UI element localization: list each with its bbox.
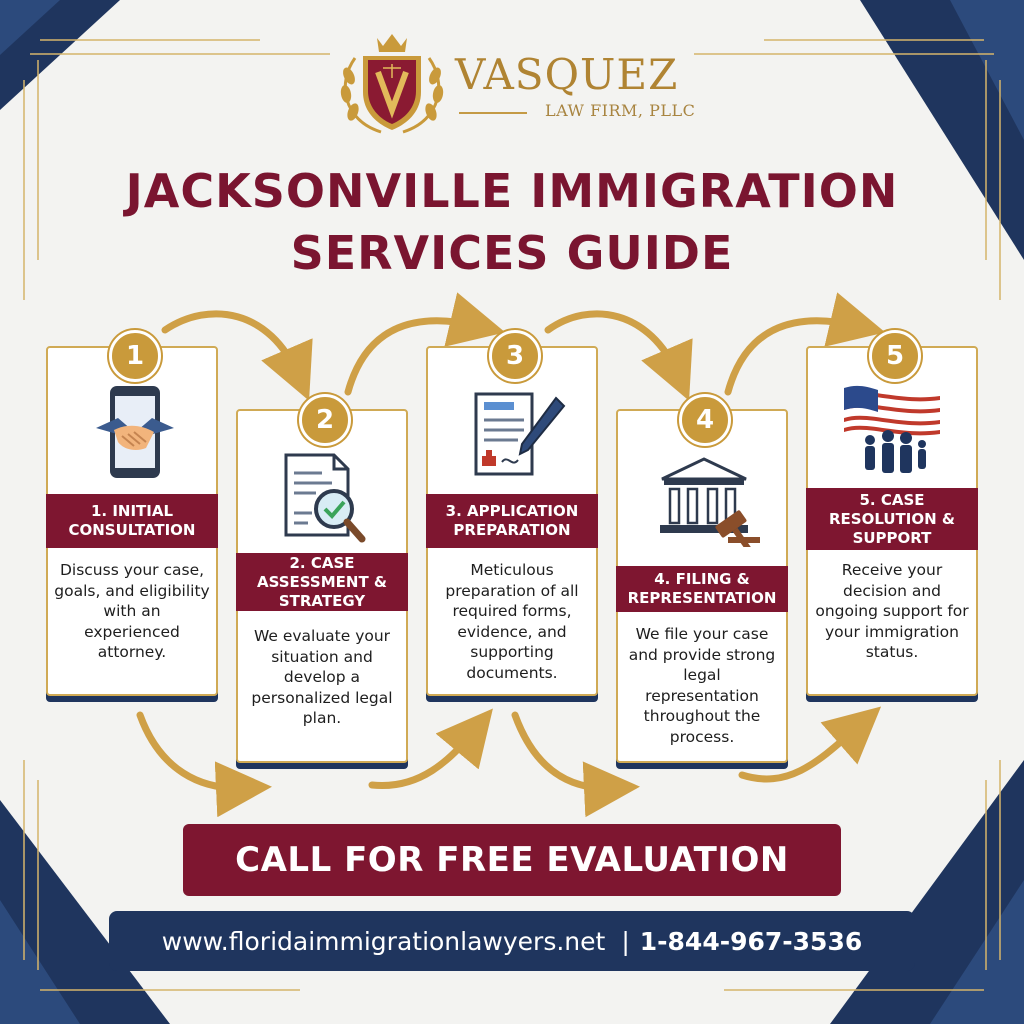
step-1-number-badge: 1 <box>109 330 161 382</box>
contact-bar <box>109 911 915 971</box>
step-5-title: 5. CASE RESOLUTION & SUPPORT <box>806 488 978 550</box>
step-1-description: Discuss your case, goals, and eligibility with an experienced attorney. <box>54 561 210 661</box>
contact-separator: | <box>621 926 630 956</box>
step-5-number-badge: 5 <box>869 330 921 382</box>
page-title-line-2: SERVICES GUIDE <box>290 226 734 280</box>
page-title-line-1: JACKSONVILLE IMMIGRATION <box>125 164 899 218</box>
step-2-title: 2. CASE ASSESSMENT & STRATEGY <box>236 553 408 611</box>
courthouse-gavel-icon <box>618 451 786 547</box>
website-link[interactable]: www.floridaimmigrationlawyers.net <box>161 926 606 956</box>
brand-divider <box>459 112 527 114</box>
step-3-description: Meticulous preparation of all required forms, evidence, and supporting documents. <box>445 561 579 682</box>
free-evaluation-cta-button[interactable]: CALL FOR FREE EVALUATION <box>183 824 841 896</box>
step-3-title: 3. APPLICATION PREPARATION <box>426 494 598 548</box>
step-2-number-badge: 2 <box>299 394 351 446</box>
step-4-description: We file your case and provide strong legal representation throughout the process. <box>628 625 776 746</box>
flag-family-icon <box>808 382 976 482</box>
brand-wordmark <box>455 50 696 120</box>
step-card-5 <box>806 346 978 696</box>
step-1-title: 1. INITIAL CONSULTATION <box>46 494 218 548</box>
law-firm-crest-logo <box>333 28 451 140</box>
step-card-1 <box>46 346 218 696</box>
step-card-3 <box>426 346 598 696</box>
handshake-phone-icon <box>48 384 216 484</box>
step-4-title: 4. FILING & REPRESENTATION <box>616 566 788 612</box>
form-pen-icon <box>428 388 596 484</box>
phone-number-link[interactable]: 1-844-967-3536 <box>639 926 863 956</box>
step-2-description: We evaluate your situation and develop a personalized legal plan. <box>251 627 393 727</box>
step-3-number-badge: 3 <box>489 330 541 382</box>
step-4-number-badge: 4 <box>679 394 731 446</box>
brand-subtitle: LAW FIRM, PLLC <box>545 101 696 120</box>
step-card-2 <box>236 409 408 763</box>
step-card-4 <box>616 409 788 763</box>
brand-name: VASQUEZ <box>455 50 679 99</box>
step-5-description: Receive your decision and ongoing support for your immigration status. <box>815 561 969 661</box>
document-magnifier-icon <box>238 451 406 547</box>
